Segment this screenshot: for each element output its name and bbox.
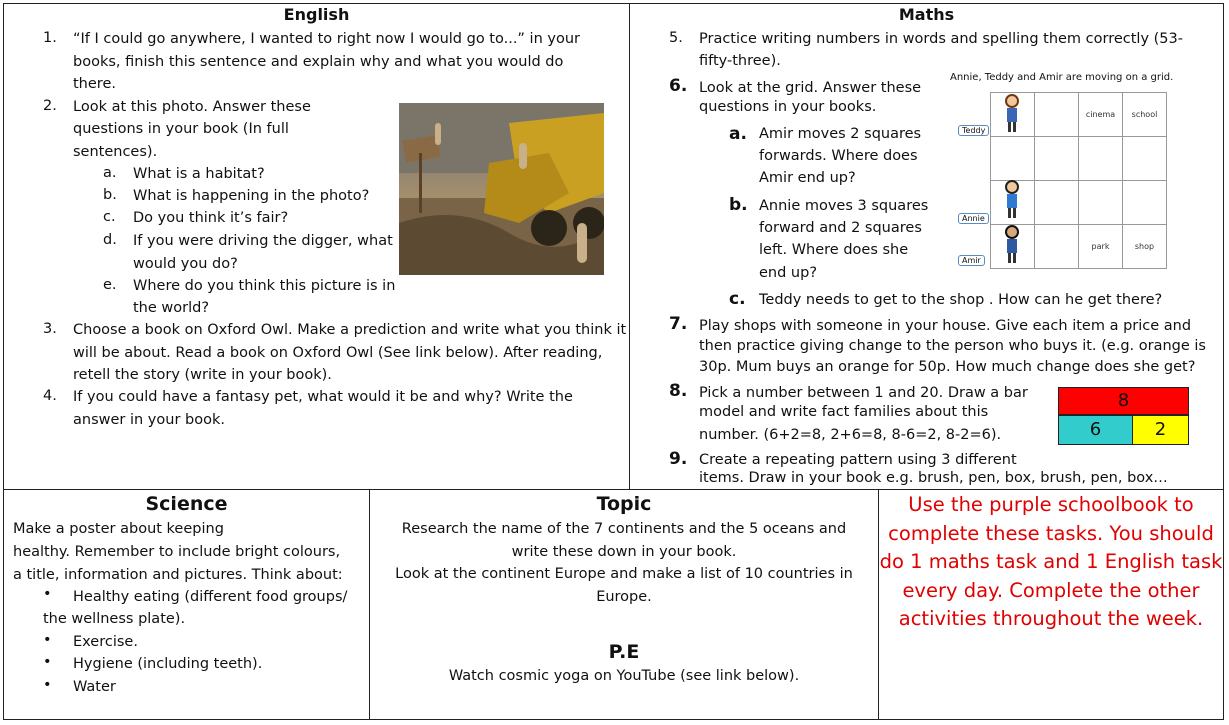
bar-model-part-2: 2 [1132, 415, 1189, 445]
bullet: • [43, 677, 52, 693]
name-label-teddy: Teddy [958, 125, 989, 136]
amir-figure-icon [1002, 225, 1022, 265]
grid-cell: shop [1123, 225, 1167, 269]
annie-figure-icon [1002, 180, 1022, 220]
grid-cell [1035, 93, 1079, 137]
grid-cell [1123, 181, 1167, 225]
science-line: Make a poster about keeping [13, 521, 224, 537]
grid-cell [1079, 181, 1123, 225]
bar-model [1058, 387, 1189, 445]
english-heading: English [283, 5, 350, 24]
bullet: • [43, 654, 52, 670]
topic-heading: Topic [596, 493, 652, 515]
movement-grid-figure [950, 70, 1190, 270]
name-label-amir: Amir [958, 255, 985, 266]
grid-cell [1035, 225, 1079, 269]
science-heading: Science [145, 493, 228, 515]
pe-heading: P.E [608, 641, 640, 663]
science-line: a title, information and pictures. Think about: [13, 567, 343, 583]
grid-cell: park [1079, 225, 1123, 269]
grid-cell [1079, 137, 1123, 181]
grid-cell [1123, 137, 1167, 181]
digger-meerkat-illustration [399, 103, 604, 275]
pe-line: Watch cosmic yoga on YouTube (see link below). [448, 668, 800, 684]
grid-cell [991, 137, 1035, 181]
bar-model-part-1: 6 [1058, 415, 1133, 445]
topic-body: Research the name of the 7 continents and the 5 oceans and write these down in your book. Look at the continent Europe and make a list of 10 countries in Europe. [395, 521, 853, 605]
bullet: • [43, 586, 52, 602]
grid-cell [1035, 181, 1079, 225]
bullet: • [43, 632, 52, 648]
grid-cell: cinema [1079, 93, 1123, 137]
name-label-annie: Annie [958, 213, 989, 224]
habitat-photo [399, 103, 604, 275]
grid-caption: Annie, Teddy and Amir are moving on a grid. [950, 72, 1174, 83]
maths-heading: Maths [898, 5, 955, 24]
instruction-note: Use the purple schoolbook to complete these tasks. You should do 1 maths task and 1 English task every day. Complete the other activities throughout the week. [879, 493, 1223, 630]
grid-cell [1035, 137, 1079, 181]
science-line: healthy. Remember to include bright colours, [13, 544, 341, 560]
bar-model-whole: 8 [1058, 387, 1189, 415]
grid-cell: school [1123, 93, 1167, 137]
teddy-figure-icon [1002, 94, 1022, 134]
